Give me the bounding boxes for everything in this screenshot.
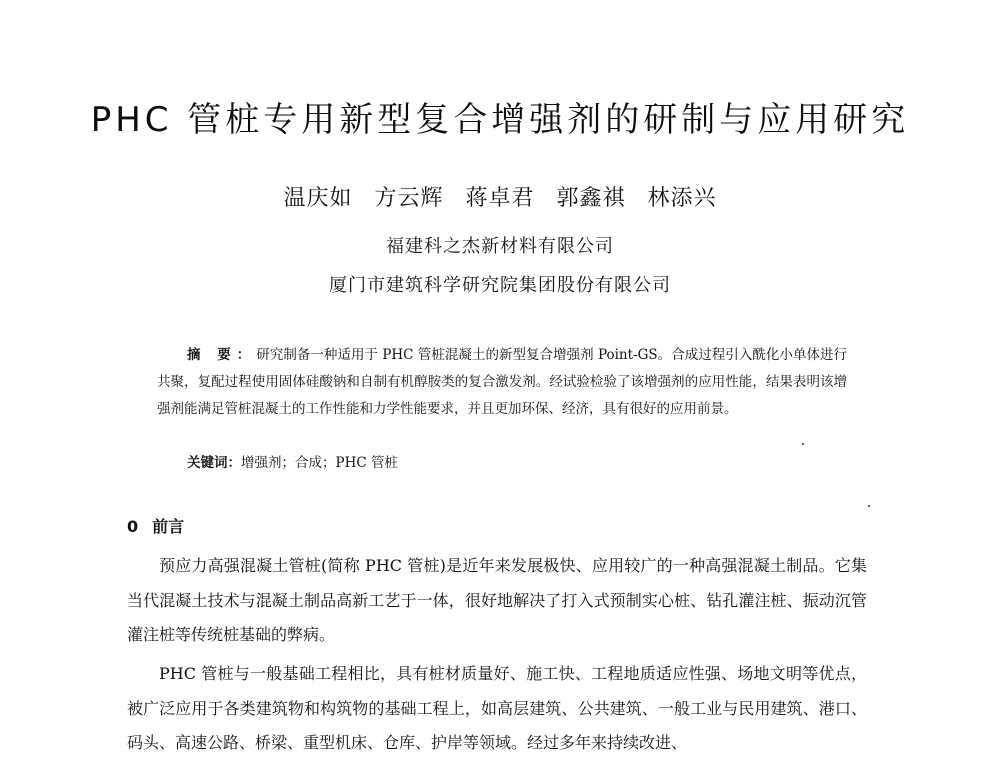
keywords bbox=[187, 451, 398, 471]
scan-speck bbox=[868, 505, 870, 507]
body-paragraph-1: 预应力高强混凝土管桩(简称 PHC 管桩)是近年来发展极快、应用较广的一种高强混凝土制品。它集当代混凝土技术与混凝土制品高新工艺于一体，很好地解决了打入式预制实心桩、钻孔灌注桩、振动沉管灌注桩等传统桩基础的弊病。 bbox=[127, 556, 867, 644]
section-number: 0 bbox=[127, 517, 139, 536]
author-list: 温庆如 方云辉 蒋卓君 郭鑫祺 林添兴 bbox=[283, 186, 717, 211]
paper-title: PHC 管桩专用新型复合增强剂的研制与应用研究 bbox=[90, 100, 910, 140]
body-paragraph-2: PHC 管桩与一般基础工程相比，具有桩材质量好、施工快、工程地质适应性强、场地文明等优点，被广泛应用于各类建筑物和构筑物的基础工程上，如高层建筑、公共建筑、一般工业与民用建筑、港口、码头、高速公路、桥梁、重型机床、仓库、护岸等领域。经过多年来持续改进、 bbox=[127, 664, 867, 752]
keywords-text: 增强剂；合成；PHC 管桩 bbox=[241, 455, 398, 471]
abstract-text: 研究制备一种适用于 PHC 管桩混凝土的新型复合增强剂 Point-GS。合成过程引入酰化小单体进行共聚，复配过程使用固体硅酸钠和自制有机醇胺类的复合激发剂。经试验检验了该增强剂的应用性能，结果表明该增强剂能满足管桩混凝土的工作性能和力学性能要求，并且更加环保、经济，具有很好的应用前景。 bbox=[157, 347, 847, 417]
section-heading bbox=[127, 514, 184, 537]
affiliation-2: 厦门市建筑科学研究院集团股份有限公司 bbox=[329, 275, 671, 296]
keywords-label: 关键词： bbox=[187, 455, 241, 471]
abstract-label: 摘 要： bbox=[187, 347, 257, 363]
scan-speck bbox=[802, 443, 804, 445]
affiliation-1: 福建科之杰新材料有限公司 bbox=[386, 236, 614, 257]
abstract bbox=[157, 342, 847, 423]
section-title: 前言 bbox=[152, 517, 185, 536]
